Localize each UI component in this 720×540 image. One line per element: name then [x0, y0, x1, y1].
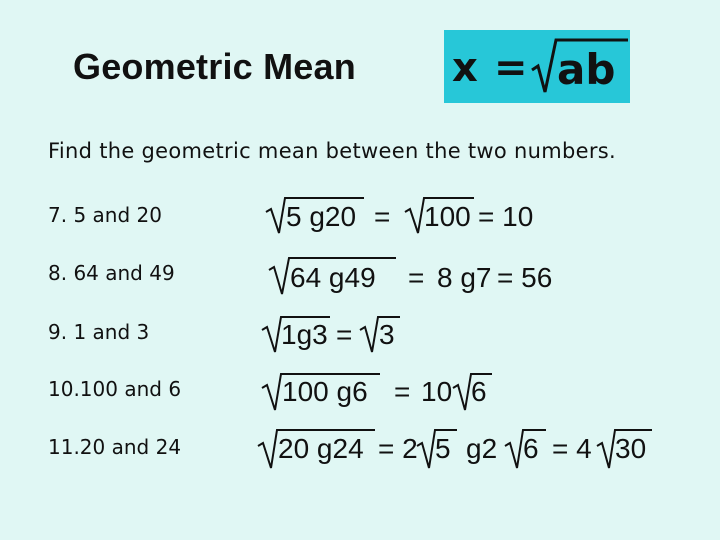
solution-11 [258, 430, 652, 468]
radicand: 100 [424, 201, 471, 232]
product: 8 g7 [437, 262, 492, 293]
result: = 10 [478, 201, 534, 232]
equals-sign: = [408, 262, 425, 293]
solution-10 [262, 374, 492, 410]
equals-two: = 2 [378, 433, 418, 464]
solution-9 [262, 317, 400, 352]
problem-8: 8. 64 and 49 [48, 261, 175, 285]
equals-sign: = [336, 319, 353, 350]
coefficient: 10 [421, 376, 453, 407]
instructions: Find the geometric mean between the two numbers. [48, 139, 616, 163]
radicand: 3 [379, 319, 395, 350]
radicand: 5 [435, 433, 451, 464]
radicand: 64 g49 [290, 262, 376, 293]
radicand: 5 g20 [286, 201, 357, 232]
radicand: 6 [471, 376, 487, 407]
equals-sign: = [374, 201, 391, 232]
radicand: 20 g24 [278, 433, 364, 464]
formula-radicand: ab [557, 45, 616, 94]
result: = 56 [497, 262, 553, 293]
radicand: 1g3 [281, 319, 328, 350]
formula-equals: = [494, 45, 528, 91]
radicand: 6 [523, 433, 539, 464]
equals-sign: = [394, 376, 411, 407]
equals-four: = 4 [552, 433, 592, 464]
page-title: Geometric Mean [73, 46, 356, 87]
problem-10: 10.100 and 6 [48, 377, 182, 401]
problem-11: 11.20 and 24 [48, 435, 182, 459]
radicand: 100 g6 [282, 376, 368, 407]
solution-7 [266, 198, 533, 233]
radicand: 30 [615, 433, 647, 464]
formula-lhs: x [452, 45, 478, 91]
problem-7: 7. 5 and 20 [48, 203, 162, 227]
factor: g2 [466, 433, 498, 464]
solution-8 [269, 258, 552, 294]
problem-9: 9. 1 and 3 [48, 320, 150, 344]
